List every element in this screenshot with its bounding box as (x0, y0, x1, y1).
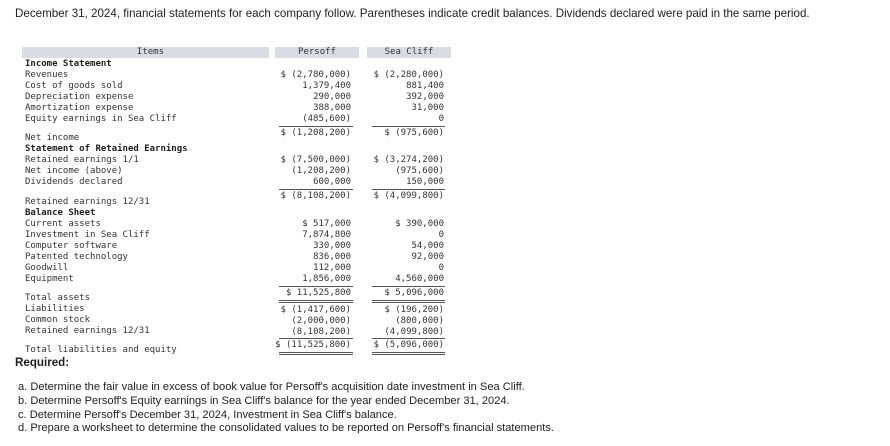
double-underline (372, 352, 445, 355)
persoff-value: (1,208,200) (291, 166, 351, 176)
header-sea-cliff: Sea Cliff (367, 47, 451, 58)
row-label: Net income (25, 133, 80, 143)
sea-cliff-value: 0 (438, 263, 444, 273)
underline (372, 286, 445, 287)
double-underline (279, 300, 353, 303)
row-label: Equipment (25, 274, 74, 284)
persoff-value: $ (1,417,600) (280, 305, 351, 315)
row-label: Total liabilities and equity (25, 345, 177, 355)
underline (372, 189, 445, 190)
row-label: Cost of goods sold (25, 81, 123, 91)
underline (372, 126, 445, 127)
sea-cliff-value: 4,560,000 (395, 274, 444, 284)
row-label: Equity earnings in Sea Cliff (25, 114, 177, 124)
sea-cliff-value: (800,000) (395, 316, 444, 326)
sea-cliff-value: 0 (438, 230, 444, 240)
persoff-total: $ (1,208,200) (280, 128, 351, 138)
requirement-b: b. Determine Persoff's Equity earnings in Sea Cliff's balance for the year ended December 31, 2024. (18, 395, 510, 407)
persoff-value: 7,874,800 (302, 230, 351, 240)
row-label: Retained earnings 12/31 (25, 326, 150, 336)
persoff-total: $ (11,525,800) (275, 340, 351, 350)
underline (279, 126, 353, 127)
sea-cliff-total: $ (5,096,000) (373, 340, 444, 350)
persoff-value: 330,000 (313, 241, 351, 251)
row-label: Current assets (25, 219, 101, 229)
sea-cliff-value: $ (196,200) (384, 305, 444, 315)
sea-cliff-value: 150,000 (406, 177, 444, 187)
persoff-value: 388,000 (313, 103, 351, 113)
persoff-total: $ (8,108,200) (280, 191, 351, 201)
row-label: Revenues (25, 70, 69, 80)
row-label: Liabilities (25, 304, 85, 314)
row-label: Patented technology (25, 252, 128, 262)
underline (279, 286, 353, 287)
persoff-value: $ (2,780,000) (280, 70, 351, 80)
section-income-statement: Income Statement (25, 59, 112, 69)
persoff-value: 1,379,400 (302, 81, 351, 91)
sea-cliff-value: $ 390,000 (395, 219, 444, 229)
sea-cliff-value: 881,400 (406, 81, 444, 91)
requirement-d: d. Prepare a worksheet to determine the consolidated values to be reported on Persoff's financial statements. (18, 422, 554, 434)
underline (279, 189, 353, 190)
row-label: Retained earnings 12/31 (25, 197, 150, 207)
requirement-c: c. Determine Persoff's December 31, 2024, Investment in Sea Cliff's balance. (18, 409, 397, 421)
persoff-value: 600,000 (313, 177, 351, 187)
sea-cliff-value: 392,000 (406, 92, 444, 102)
section-balance-sheet: Balance Sheet (25, 208, 96, 218)
underline (372, 338, 445, 339)
requirement-a: a. Determine the fair value in excess of book value for Persoff's acquisition date investment in Sea Cliff. (18, 381, 525, 393)
sea-cliff-value: 54,000 (411, 241, 444, 251)
row-label: Amortization expense (25, 103, 134, 113)
persoff-value: 112,000 (313, 263, 351, 273)
row-label: Investment in Sea Cliff (25, 230, 150, 240)
row-label: Computer software (25, 241, 118, 251)
row-label: Dividends declared (25, 177, 123, 187)
header-items: Items (22, 47, 269, 58)
double-underline (279, 352, 353, 355)
sea-cliff-total: $ 5,096,000 (384, 288, 444, 298)
required-heading: Required: (15, 356, 70, 369)
persoff-value: 836,000 (313, 252, 351, 262)
sea-cliff-value: (4,099,800) (384, 327, 444, 337)
sea-cliff-total: $ (975,600) (384, 128, 444, 138)
sea-cliff-total: $ (4,099,800) (373, 191, 444, 201)
row-label: Net income (above) (25, 166, 123, 176)
persoff-total: $ 11,525,800 (285, 288, 351, 298)
double-underline (372, 300, 445, 303)
persoff-value: (485,600) (302, 114, 351, 124)
persoff-value: 1,856,000 (302, 274, 351, 284)
persoff-value: (2,000,000) (291, 316, 351, 326)
row-label: Common stock (25, 315, 91, 325)
sea-cliff-value: $ (2,280,000) (373, 70, 444, 80)
underline (279, 338, 353, 339)
persoff-value: $ (7,500,000) (280, 155, 351, 165)
row-label: Goodwill (25, 263, 69, 273)
section-retained-earnings: Statement of Retained Earnings (25, 144, 188, 154)
sea-cliff-value: $ (3,274,200) (373, 155, 444, 165)
row-label: Total assets (25, 293, 91, 303)
persoff-value: 290,000 (313, 92, 351, 102)
sea-cliff-value: (975,600) (395, 166, 444, 176)
intro-text: December 31, 2024, financial statements for each company follow. Parentheses indicate credit balances. Dividends declared were paid in the same period. (15, 7, 810, 20)
sea-cliff-value: 31,000 (411, 103, 444, 113)
header-persoff: Persoff (275, 47, 359, 58)
sea-cliff-value: 92,000 (411, 252, 444, 262)
row-label: Retained earnings 1/1 (25, 155, 139, 165)
persoff-value: $ 517,000 (302, 219, 351, 229)
persoff-value: (8,108,200) (291, 327, 351, 337)
row-label: Depreciation expense (25, 92, 134, 102)
sea-cliff-value: 0 (438, 114, 444, 124)
